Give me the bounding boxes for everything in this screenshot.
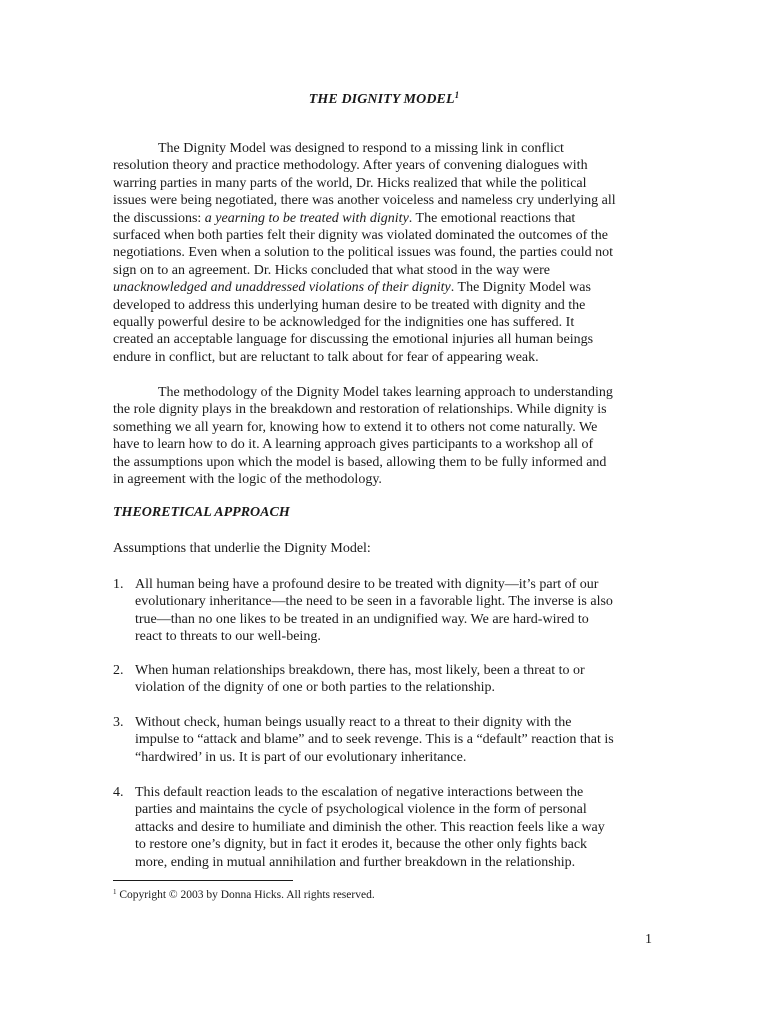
list-item-line: parties and maintains the cycle of psychological violence in the form of personal [135,802,587,818]
list-item-line: true—than no one likes to be treated in an undignified way. We are hard-wired to [135,611,589,627]
assumptions-intro: Assumptions that underlie the Dignity Model: [113,541,371,556]
list-item-line: evolutionary inheritance—the need to be seen in a favorable light. The inverse is also [135,594,613,610]
text-run: . The emotional reactions that [408,210,576,226]
paragraph-line: endure in conflict, but are reluctant to talk about for fear of appearing weak. [113,349,539,365]
list-number: 3. [113,715,124,730]
paragraph-2 [113,384,658,488]
list-item-body [135,784,605,871]
list-item-line: Without check, human beings usually react to a threat to their dignity with the [135,715,572,730]
paragraph-line [113,210,658,227]
list-item-line: This default reaction leads to the escalation of negative interactions between the [135,785,584,800]
text-run: . The Dignity Model was [450,280,591,296]
list-item-line: When human relationships breakdown, there has, most likely, been a threat to or [135,663,585,678]
list-item-body [135,576,613,646]
list-number: 2. [113,663,124,678]
page-number: 1 [645,932,652,947]
paragraph-1 [113,140,658,366]
emphasis-text: a yearning to be treated with dignity [204,210,409,226]
paragraph-line: warring parties in many parts of the world, Dr. Hicks realized that while the political [113,175,587,191]
document-title [0,90,768,108]
list-item-line: violation of the dignity of one or both parties to the relationship. [135,680,496,696]
list-number: 1. [113,577,124,592]
paragraph-line: sign on to an agreement. Dr. Hicks concluded that what stood in the way were [113,262,550,278]
section-heading: THEORETICAL APPROACH [113,505,290,520]
title-text: THE DIGNITY MODEL [308,92,455,107]
list-item-line: All human being have a profound desire to be treated with dignity—it’s part of our [135,577,599,592]
paragraph-line: created an acceptable language for discussing the emotional injuries all human beings [113,332,594,348]
paragraph-line: in agreement with the logic of the methodology. [113,472,382,488]
footnote-divider [113,880,293,881]
emphasis-text: unacknowledged and unaddressed violations of their dignity [113,280,451,296]
list-item-body [135,662,585,697]
paragraph-line: The Dignity Model was designed to respond to a missing link in conflict [158,141,564,156]
paragraph-line: equally powerful desire to be acknowledged for the indignities one has suffered. It [113,315,575,331]
title-footnote-mark: 1 [454,90,460,100]
paragraph-line: have to learn how to do it. A learning approach gives participants to a workshop all of [113,437,594,453]
text-run: the discussions: [113,210,205,226]
list-item-line: impulse to “attack and blame” and to seek revenge. This is a “default” reaction that is [135,732,614,748]
paragraph-line [113,279,658,296]
list-item-line: react to threats to our well-being. [135,629,321,645]
list-item-body [135,714,614,766]
paragraph-line: negotiations. Even when a solution to the political issues was found, the parties could not [113,245,614,261]
paragraph-line: the assumptions upon which the model is based, allowing them to be fully informed and [113,454,607,470]
list-item-line: to restore one’s dignity, but in fact it erodes it, because the other only fights back [135,837,588,853]
footnote-text: Copyright © 2003 by Donna Hicks. All rights reserved. [116,889,375,901]
paragraph-line: issues were being negotiated, there was another voiceless and nameless cry underlying all [113,193,616,209]
list-number: 4. [113,785,124,800]
list-item-line: attacks and desire to humiliate and diminish the other. This reaction feels like a way [135,819,605,835]
list-item-line: more, ending in mutual annihilation and further breakdown in the relationship. [135,854,576,870]
paragraph-line: The methodology of the Dignity Model takes learning approach to understanding [158,385,613,400]
paragraph-line: developed to address this underlying human desire to be treated with dignity and the [113,297,586,313]
paragraph-line: resolution theory and practice methodology. After years of convening dialogues with [113,158,588,174]
paragraph-line: something we all yearn for, knowing how to extend it to others not come naturally. We [113,419,598,435]
footnote-mark: 1 [113,888,117,896]
paragraph-line: surfaced when both parties felt their dignity was violated dominated the outcomes of the [113,228,608,244]
paragraph-line: the role dignity plays in the breakdown and restoration of relationships. While dignity is [113,402,607,418]
footnote [113,888,375,901]
list-item-line: “hardwired’ in us. It is part of our evolutionary inheritance. [135,749,467,765]
